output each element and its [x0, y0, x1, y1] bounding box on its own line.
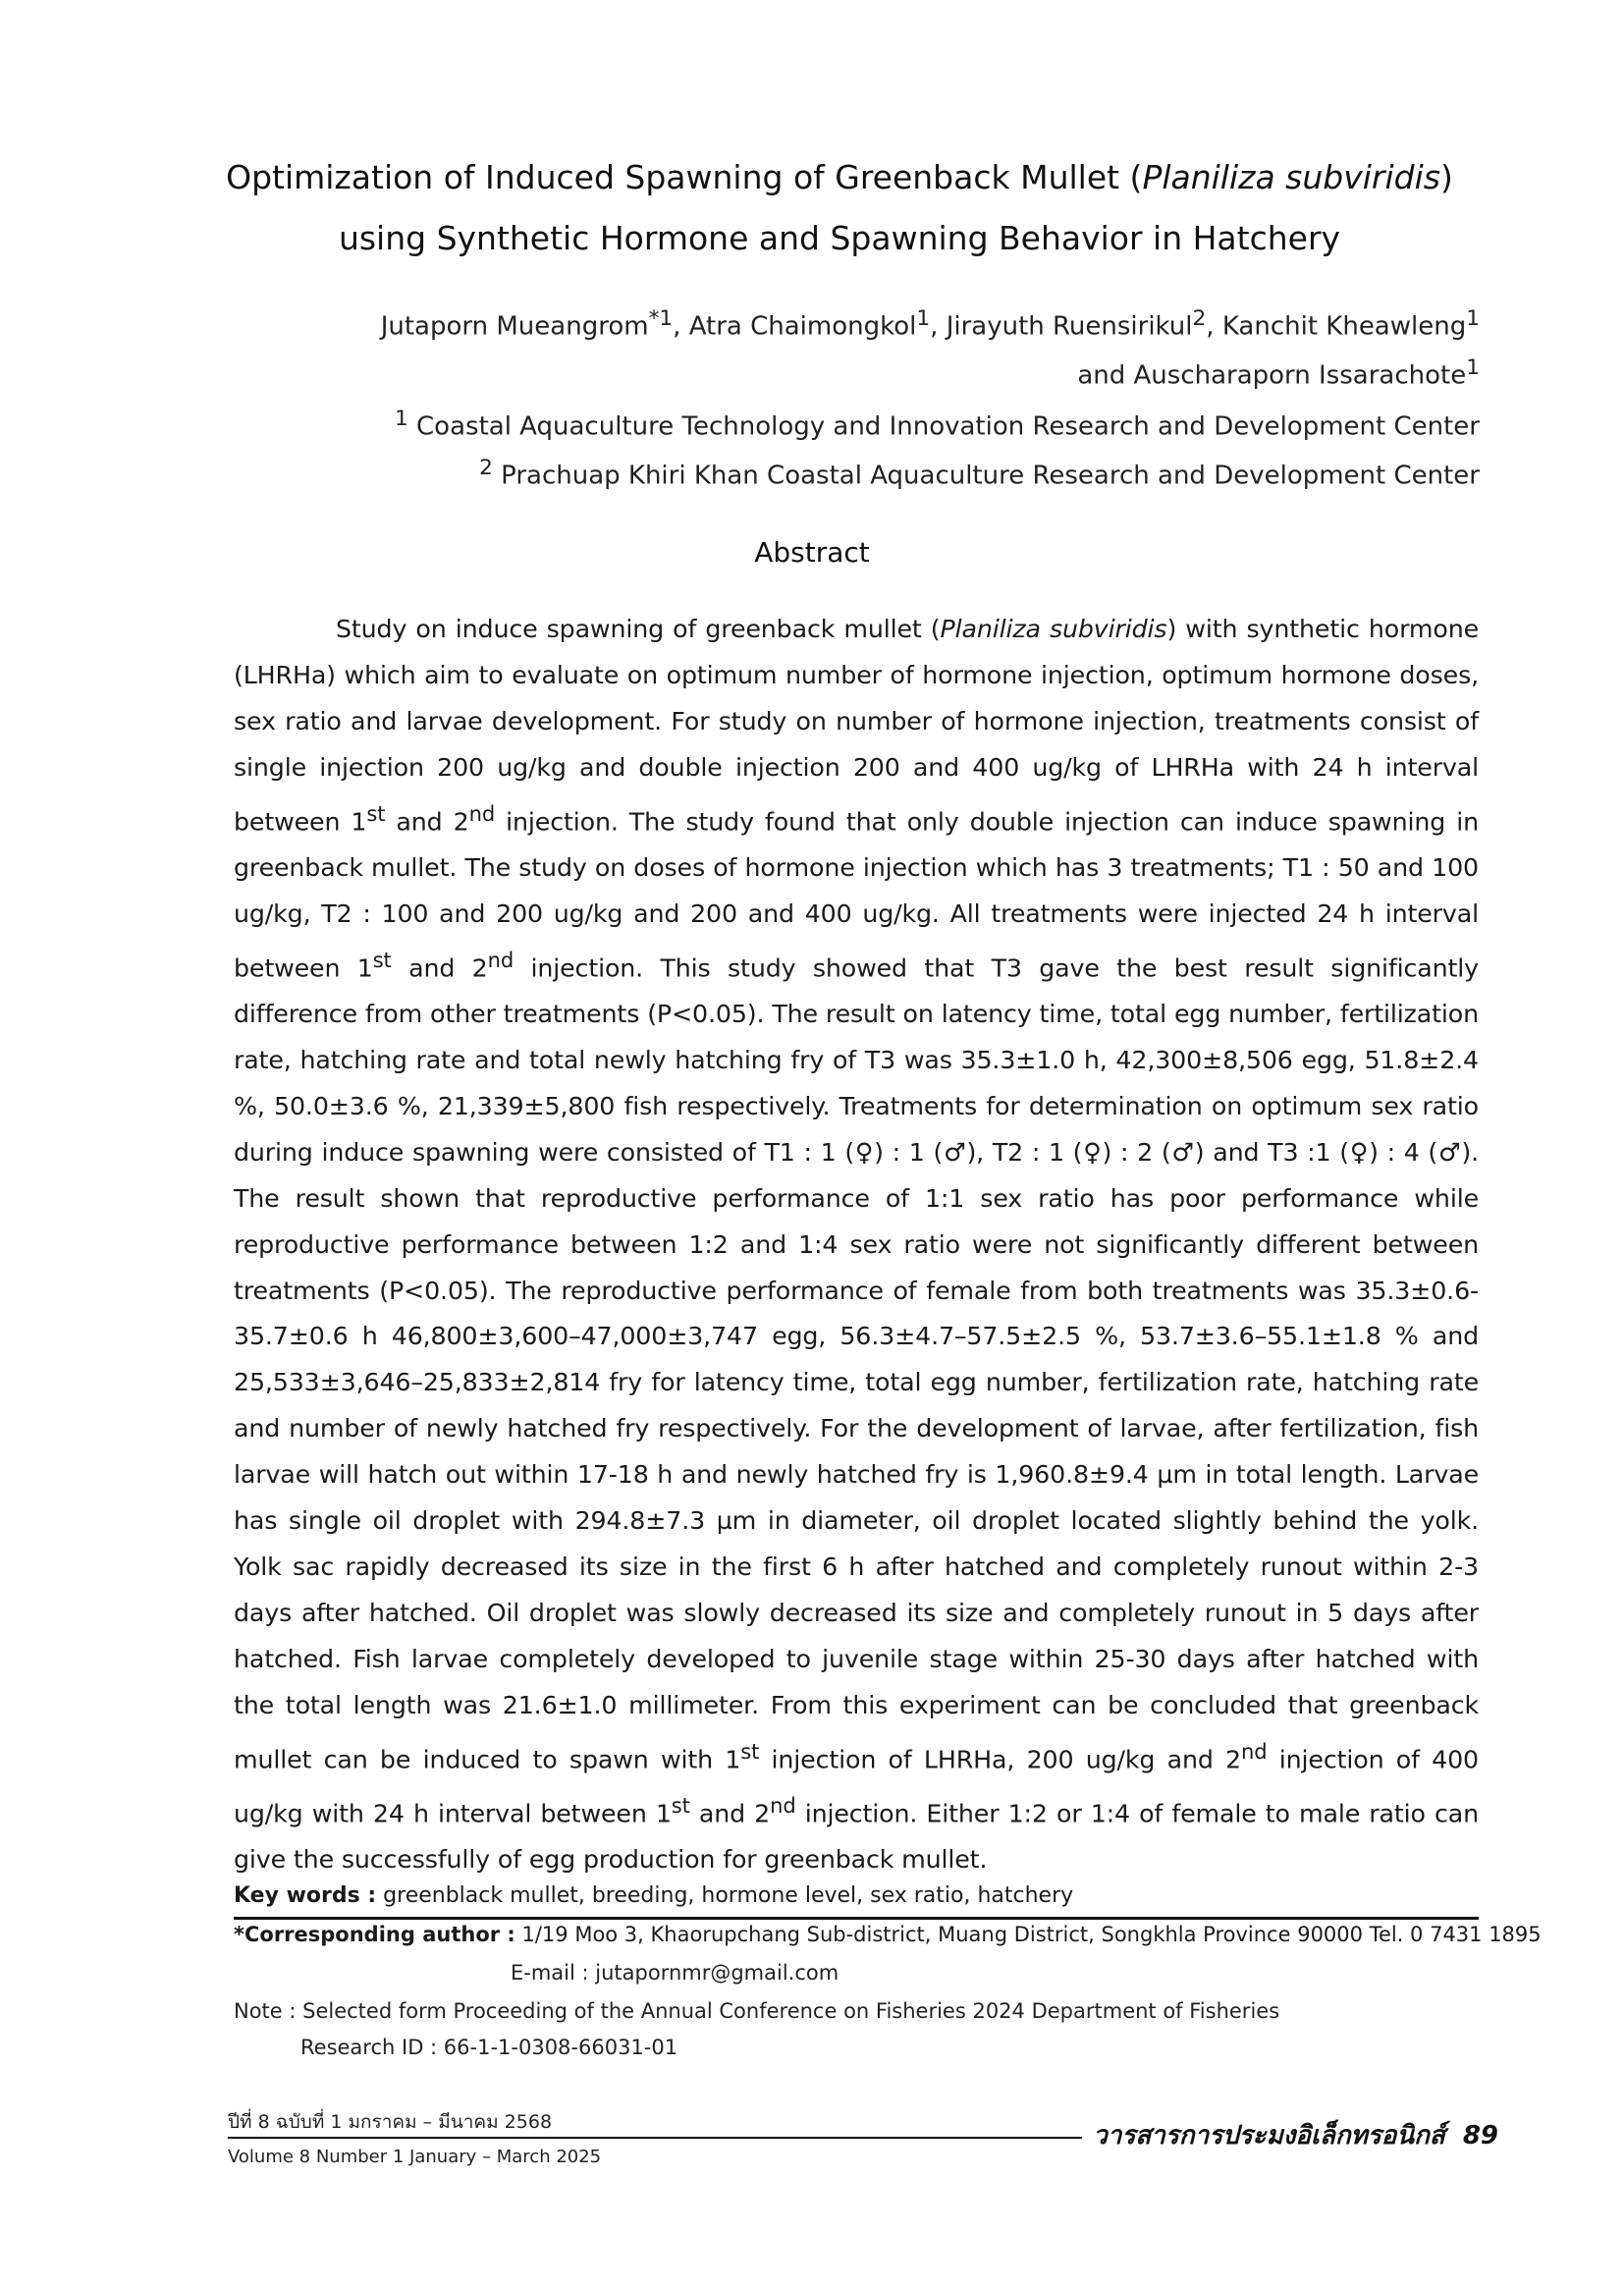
keywords-divider: [234, 1917, 1479, 1920]
keywords-text: greenblack mullet, breeding, hormone level, sex ratio, hatchery: [376, 1883, 1074, 1908]
corresponding-author: [234, 1923, 1542, 1946]
note-research-id: Research ID : 66-1-1-0308-66031-01: [300, 2036, 678, 2059]
title-line-2: using Synthetic Hormone and Spawning Behavior in Hatchery: [338, 219, 1341, 257]
page-number: 89: [1462, 2121, 1498, 2150]
note-line-1: Note : Selected form Proceeding of the Annual Conference on Fisheries 2024 Department of Fisheries: [234, 1999, 1280, 2023]
affiliation-1: $^1$ Coastal Aquaculture Technology and Innovation Research and Development Center: [394, 407, 1480, 442]
footer-volume: Volume 8 Number 1 January – March 2025: [228, 2147, 602, 2167]
affiliation-2: $^2$ Prachuap Khiri Khan Coastal Aquaculture Research and Development Center: [479, 456, 1480, 491]
title-line-1: Optimization of Induced Spawning of Greenback Mullet (Planiliza subviridis): [226, 158, 1453, 196]
abstract-heading: Abstract: [754, 536, 870, 569]
abstract-paragraph: Study on induce spawning of greenback mullet (Planiliza subviridis) with synthetic hormone (LHRHa) which aim to evaluate on optimum number of hormone injection, optimum hormone doses, sex ratio and larvae development. For study on number of hormone injection, treatments consist of single injection 200 ug/kg and double injection 200 and 400 ug/kg of LHRHa with 24 h interval between 1st and 2nd injection. The study found that only double injection can induce spawning in greenback mullet. The study on doses of hormone injection which has 3 treatments; T1 : 50 and 100 ug/kg, T2 : 100 and 200 ug/kg and 200 and 400 ug/kg. All treatments were injected 24 h interval between 1st and 2nd injection. This study showed that T3 gave the best result significantly difference from other treatments (P<0.05). The result on latency time, total egg number, fertilization rate, hatching rate and total newly hatching fry of T3 was 35.3±1.0 h, 42,300±8,506 egg, 51.8±2.4 %, 50.0±3.6 %, 21,339±5,800 fish respectively. Treatments for determination on optimum sex ratio during induce spawning were consisted of T1 : 1 (♀) : 1 (♂), T2 : 1 (♀) : 2 (♂) and T3 :1 (♀) : 4 (♂). The result shown that reproductive performance of 1:1 sex ratio has poor performance while reproductive performance between 1:2 and 1:4 sex ratio were not significantly different between treatments (P<0.05). The reproductive performance of female from both treatments was 35.3±0.6-35.7±0.6 h 46,800±3,600–47,000±3,747 egg, 56.3±4.7–57.5±2.5 %, 53.7±3.6–55.1±1.8 % and 25,533±3,646–25,833±2,814 fry for latency time, total egg number, fertilization rate, hatching rate and number of newly hatched fry respectively. For the development of larvae, after fertilization, fish larvae will hatch out within 17-18 h and newly hatched fry is 1,960.8±9.4 µm in total length. Larvae has single oil droplet with 294.8±7.3 µm in diameter, oil droplet located slightly behind the yolk. Yolk sac rapidly decreased its size in the first 6 h after hatched and completely runout within 2-3 days after hatched. Oil droplet was slowly decreased its size and completely runout in 5 days after hatched. Fish larvae completely developed to juvenile stage within 25-30 days after hatched with the total length was 21.6±1.0 millimeter. From this experiment can be concluded that greenback mullet can be induced to spawn with 1st injection of LHRHa, 200 ug/kg and 2nd injection of 400 ug/kg with 24 h interval between 1st and 2nd injection. Either 1:2 or 1:4 of female to male ratio can give the successfully of egg production for greenback mullet.: [234, 615, 1479, 1875]
species-name: Planiliza subviridis: [1142, 158, 1440, 196]
paper-title: [177, 147, 1502, 269]
keywords: [234, 1883, 1073, 1908]
footer-thai-issue: ปีที่ 8 ฉบับที่ 1 มกราคม – มีนาคม 2568: [228, 2111, 553, 2133]
footer-journal: [1093, 2115, 1498, 2155]
abstract-body: [234, 607, 1479, 1883]
author-line-1: Jutaporn Mueangrom$^{*1}$, Atra Chaimongkol$^1$, Jirayuth Ruensirikul$^2$, Kanchit Kheawleng$^1$: [380, 306, 1480, 342]
corresponding-email: E-mail : jutapornmr@gmail.com: [511, 1961, 839, 1985]
species-name-abstract: Planiliza subviridis: [940, 615, 1167, 643]
keywords-label: Key words :: [234, 1883, 377, 1908]
footer-divider: [228, 2137, 1082, 2139]
author-line-2: and Auscharaporn Issarachote$^1$: [1077, 355, 1480, 391]
journal-name: วารสารการประมงอิเล็กทรอนิกส์: [1093, 2121, 1445, 2150]
corresponding-label: *Corresponding author :: [234, 1923, 515, 1946]
corresponding-address: 1/19 Moo 3, Khaorupchang Sub-district, Muang District, Songkhla Province 90000 Tel. 0 7431 1895: [514, 1923, 1542, 1946]
